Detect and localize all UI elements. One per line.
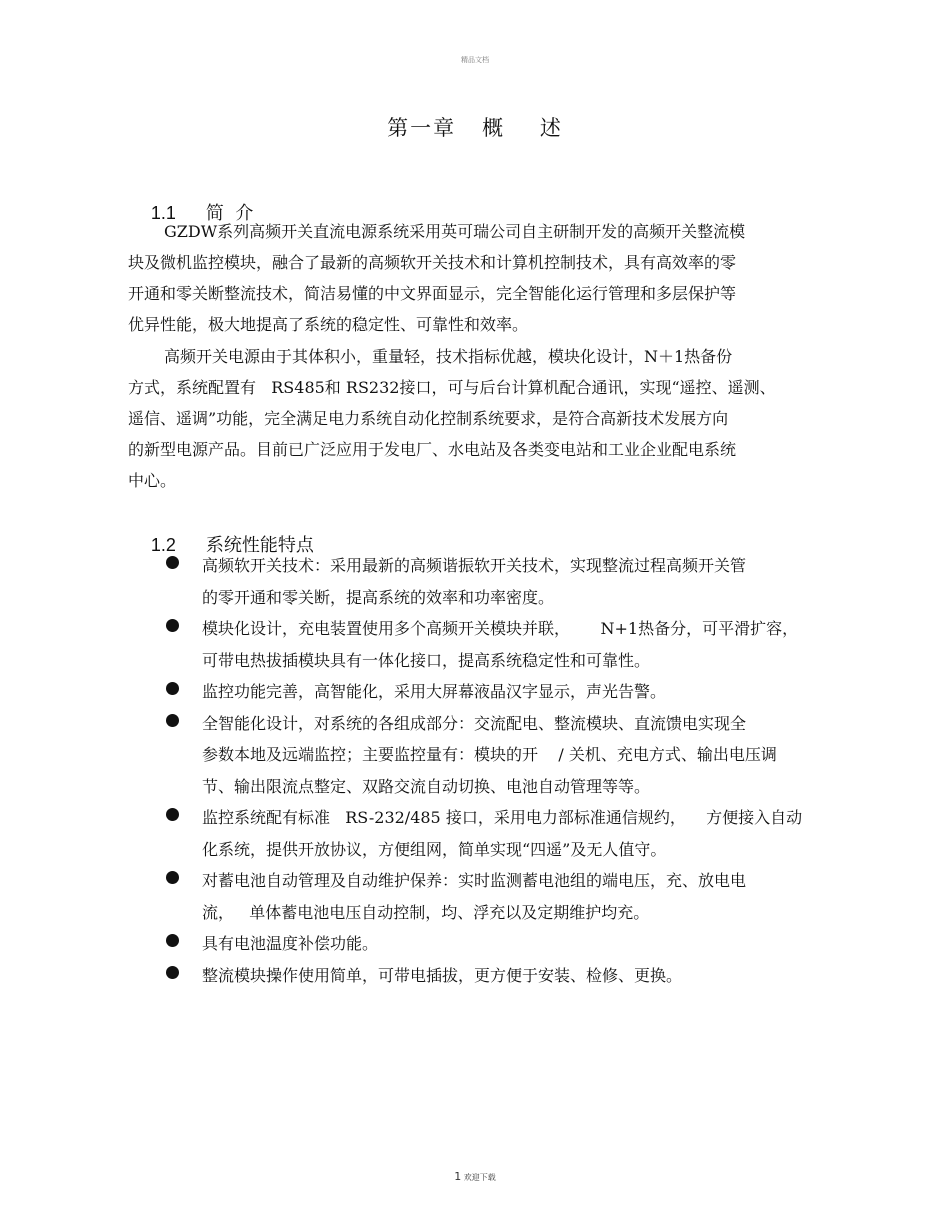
intro-paragraph-1 <box>128 216 828 340</box>
bullet-line: 化系统，提供开放协议，方便组网，简单实现“四遥”及无人值守。 <box>202 839 667 859</box>
page-footer <box>0 1170 950 1183</box>
bullet-line: 节、输出限流点整定、双路交流自动切换、电池自动管理等等。 <box>202 776 651 796</box>
bullet-dot-icon <box>166 871 179 884</box>
section-title: 系统性能特点 <box>205 535 314 556</box>
bullet-item <box>166 802 846 865</box>
chapter-title: 第一章 概 述 <box>387 116 563 140</box>
intro-paragraph-2 <box>128 341 828 496</box>
bullet-item <box>166 676 846 708</box>
bullet-line: 整流模块操作使用简单，可带电插拔，更方便于安装、检修、更换。 <box>202 965 683 985</box>
bullet-line: 对蓄电池自动管理及自动维护保养：实时监测蓄电池组的端电压，充、放电电 <box>202 871 747 890</box>
bullet-dot-icon <box>166 714 179 727</box>
bullet-dot-icon <box>166 556 179 569</box>
feature-bullet-list <box>166 550 846 991</box>
paragraph-line: 方式，系统配置有 RS485和 RS232接口，可与后台计算机配合通讯，实现“遥控、遥测、 <box>128 378 776 397</box>
paragraph-line: GZDW系列高频开关直流电源系统采用英可瑞公司自主研制开发的高频开关整流模 <box>164 222 746 241</box>
bullet-dot-icon <box>166 619 179 632</box>
paragraph-line: 开通和零关断整流技术，简洁易懂的中文界面显示，完全智能化运行管理和多层保护等 <box>128 284 737 303</box>
bullet-dot-icon <box>166 682 179 695</box>
bullet-item <box>166 928 846 960</box>
bullet-item <box>166 550 846 613</box>
bullet-line: 模块化设计，充电装置使用多个高频开关模块并联， N+1热备分，可平滑扩容， <box>202 619 799 638</box>
paragraph-line: 遥信、遥调”功能，完全满足电力系统自动化控制系统要求，是符合高新技术发展方向 <box>128 409 729 428</box>
bullet-line: 可带电热拔插模块具有一体化接口，提高系统稳定性和可靠性。 <box>202 650 651 670</box>
bullet-line: 的零开通和零关断，提高系统的效率和功率密度。 <box>202 587 555 607</box>
paragraph-line: 高频开关电源由于其体积小，重量轻，技术指标优越，模块化设计，N＋1热备份 <box>164 347 733 366</box>
header-watermark: 精品文档 <box>461 56 489 64</box>
section-title: 简 介 <box>205 203 254 224</box>
paragraph-line: 中心。 <box>128 471 177 490</box>
page-number: 1 <box>454 1170 462 1183</box>
bullet-item <box>166 613 846 676</box>
bullet-dot-icon <box>166 934 179 947</box>
paragraph-line: 的新型电源产品。目前已广泛应用于发电厂、水电站及各类变电站和工业企业配电系统 <box>128 440 737 459</box>
footer-text: 欢迎下载 <box>463 1173 496 1182</box>
section-number: 1.1 <box>150 203 176 223</box>
bullet-dot-icon <box>166 808 179 821</box>
bullet-line: 监控功能完善，高智能化，采用大屏幕液晶汉字显示，声光告警。 <box>202 682 667 701</box>
bullet-line: 高频软开关技术：采用最新的高频谐振软开关技术，实现整流过程高频开关管 <box>202 556 747 575</box>
paragraph-line: 优异性能，极大地提高了系统的稳定性、可靠性和效率。 <box>128 315 529 334</box>
bullet-dot-icon <box>166 966 179 979</box>
bullet-line: 监控系统配有标准 RS-232/485 接口，采用电力部标准通信规约， 方便接入自动 <box>202 808 803 827</box>
paragraph-line: 块及微机监控模块，融合了最新的高频软开关技术和计算机控制技术，具有高效率的零 <box>128 253 737 272</box>
section-number: 1.2 <box>150 535 176 555</box>
bullet-line: 参数本地及远端监控；主要监控量有：模块的开 / 关机、充电方式、输出电压调 <box>202 745 777 764</box>
bullet-item <box>166 865 846 928</box>
bullet-line: 全智能化设计，对系统的各组成部分：交流配电、整流模块、直流馈电实现全 <box>202 713 747 733</box>
bullet-line: 流， 单体蓄电池电压自动控制，均、浮充以及定期维护均充。 <box>202 902 650 922</box>
bullet-item <box>166 708 846 803</box>
bullet-line: 具有电池温度补偿功能。 <box>202 934 379 953</box>
bullet-item <box>166 960 846 992</box>
